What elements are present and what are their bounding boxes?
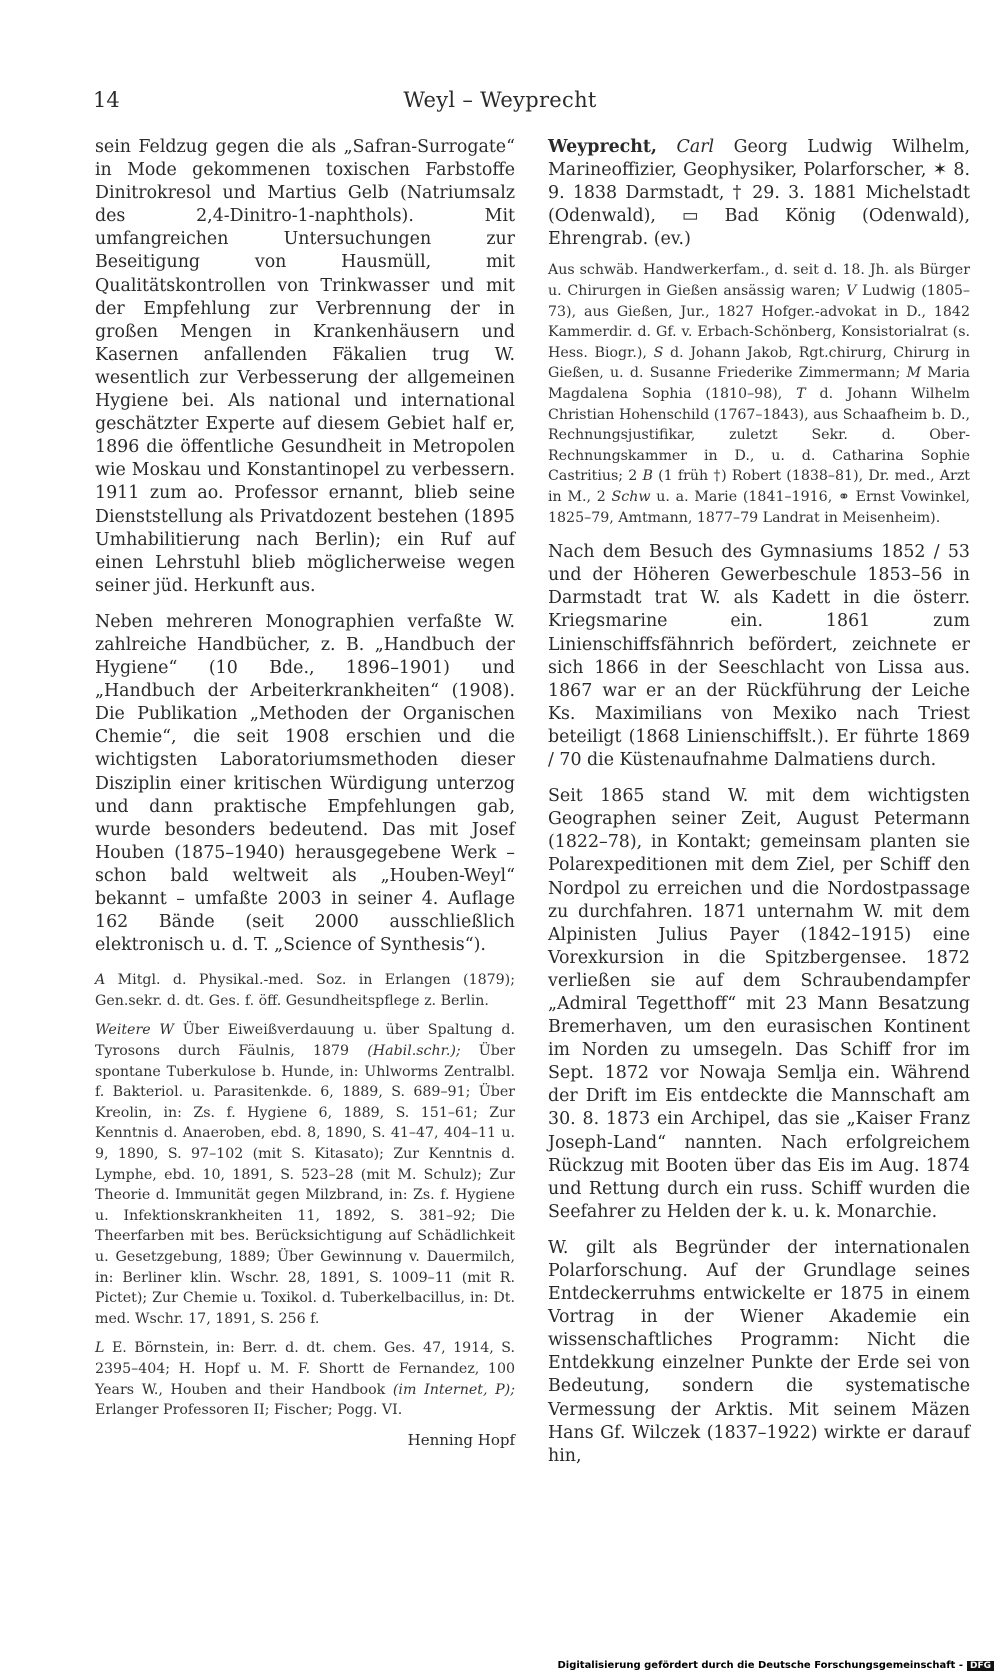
section-mark: A: [95, 972, 106, 989]
note-text: Über Eiweißverdauung u. über Spaltung d. Tyrosons durch Fäulnis, 1879: [95, 1022, 515, 1060]
section-mark: B: [642, 468, 653, 485]
dfg-logo: DFG: [967, 1661, 994, 1671]
body-paragraph: Seit 1865 stand W. mit dem wichtigsten Geographen seiner Zeit, August Petermann (1822–78), in Kontakt; gemeinsam planten sie Polarexpeditionen mit dem Ziel, per Schiff den Nordpol zu erreichen und die Nordostpassage zu durchfahren. 1871 unternahm W. mit dem Alpinisten Julius Payer (1842–1915) eine Vorexkursion in die Spitzbergensee. 1872 verließen sie auf dem Schraubendampfer „Admiral Tegetthoff“ mit 23 Mann Besatzung Bremerhaven, um den eurasischen Kontinent im Norden zu umsegeln. Das Schiff fror im Sept. 1872 vor Nowaja Semlja ein. Während der Drift im Eis entdeckte die Mannschaft am 30. 8. 1873 ein Archipel, das sie „Kaiser Franz Joseph-Land“ nannten. Nach erfolgreichem Rückzug mit Booten über das Eis im Aug. 1874 und Rettung durch ein russ. Schiff wurden die Seefahrer zu Helden der k. u. k. Monarchie.: [548, 786, 970, 1222]
note-text: Maria Magdalena Sophia (1810–98),: [548, 365, 970, 403]
section-mark: Weitere W: [95, 1022, 174, 1039]
section-mark: S: [653, 344, 664, 361]
body-paragraph: Neben mehreren Monographien verfaßte W. zahlreiche Handbücher, z. B. „Handbuch der Hygiene“ (10 Bde., 1896–1901) und „Handbuch der Arbeiterkrankheiten“ (1908). Die Publikation „Methoden der Organischen Chemie“, die seit 1908 erschien und die wichtigsten Laboratoriumsmethoden dieser Disziplin einer kritischen Würdigung unterzog und dann praktische Empfehlungen gab, wurde besonders bedeutend. Das mit Josef Houben (1875–1940) herausgegebene Werk – schon bald weltweit als „Houben-Weyl“ bekannt – umfaßte 2003 in seiner 4. Auflage 162 Bände (seit 2000 ausschließlich elektronisch u. d. T. „Science of Synthesis“).: [95, 611, 515, 956]
section-mark: V: [846, 283, 857, 300]
page-number: 14: [93, 88, 120, 112]
genealogy-note: [548, 260, 970, 528]
section-mark: T: [796, 386, 806, 403]
note-text: d. Johann Wilhelm Christian Hohenschild (1767–1843), aus Schaafheim b. D., Rechnungsjustifikar, zuletzt Sekr. d. Ober-Rechnungskammer in D., u. d. Catharina Sophie Castritius; 2: [548, 386, 970, 485]
running-head: Weyl – Weyprecht: [403, 88, 597, 112]
section-mark: Schw: [611, 489, 651, 505]
note-text: Mitgl. d. Physikal.-med. Soz. in Erlangen (1879); Gen.sekr. d. dt. Ges. f. öff. Gesundheitspflege z. Berlin.: [95, 972, 515, 1009]
section-mark: L: [95, 1340, 105, 1357]
entry-name: Weyprecht,: [548, 137, 657, 157]
note-text: E. Börnstein, in: Berr. d. dt. chem. Ges. 47, 1914, S. 2395–404; H. Hopf u. M. F. Shortt de Fernandez, 100 Years W., Houben and their Handbook: [95, 1340, 515, 1398]
section-mark: M: [906, 365, 921, 382]
body-paragraph: sein Feldzug gegen die als „Safran-Surrogate“ in Mode gekommenen toxischen Farbstoffe Dinitrokresol und Martius Gelb (Natriumsalz des 2,4-Dinitro-1-naphthols). Mit umfangreichen Untersuchungen zur Beseitigung von Hausmüll, mit Qualitätskontrollen von Trinkwasser und mit der Empfehlung zur Verbrennung der in großen Mengen in Krankenhäusern und Kasernen anfallenden Fäkalien trug W. wesentlich zur Verbesserung der allgemeinen Hygiene bei. Als national und international geschätzter Experte auf diesem Gebiet half er, 1896 die öffentliche Gesundheit in Metropolen wie Moskau und Konstantinopel zu verbessern. 1911 zum ao. Professor ernannt, blieb seine Dienststellung als Privatdozent bestehen (1895 Umhabilitierung nach Berlin); ein Ruf auf einen Lehrstuhl blieb möglicherweise wegen seiner jüd. Herkunft aus.: [95, 137, 515, 596]
note-text: Ludwig (1805–73), aus Gießen, Jur., 1827 Hofger.-advokat in D., 1842 Kammerdir. d. Gf. v. Erbach-Schönberg, Konsistorialrat (s. Hess. Biogr.),: [548, 283, 970, 361]
note-text: Erlanger Professoren II; Fischer; Pogg. VI.: [95, 1402, 403, 1419]
affiliations-note: [95, 970, 515, 1011]
entry-heading: [548, 136, 970, 251]
entry-heading-text: Georg Ludwig Wilhelm, Marineoffizier, Geophysiker, Polarforscher, ✶ 8. 9. 1838 Darmstadt, † 29. 3. 1881 Michelstadt (Odenwald), ▭ Bad König (Odenwald), Ehrengrab. (ev.): [548, 137, 970, 250]
body-paragraph: Nach dem Besuch des Gymnasiums 1852 / 53 und der Höheren Gewerbeschule 1853–56 in Darmstadt trat W. als Kadett in die österr. Kriegsmarine ein. 1861 zum Linienschiffsfähnrich befördert, zeichnete er sich 1866 in der Seeschlacht von Lissa aus. 1867 war er an der Rückführung der Leiche Ks. Maximilians von Mexiko nach Triest beteiligt (1868 Linienschiffslt.). Er führte 1869 / 70 die Küstenaufnahme Dalmatiens durch.: [548, 542, 970, 771]
note-text: Aus schwäb. Handwerkerfam., d. seit d. 18. Jh. als Bürger u. Chirurgen in Gießen ansässig waren;: [548, 262, 970, 300]
note-text: Über spontane Tuberkulose b. Hunde, in: Uhlworms Zentralbl. f. Bakteriol. u. Parasitenkde. 6, 1889, S. 689–91; Über Kreolin, in: Zs. f. Hygiene 6, 1889, S. 151–61; Zur Kenntnis d. Anaeroben, ebd. 8, 1890, S. 41–47, 404–11 u. 9, 1890, S. 97–102 (mit S. Kitasato); Zur Kenntnis d. Lymphe, ebd. 10, 1891, S. 523–28 (mit M. Schulz); Zur Theorie d. Immunität gegen Milzbrand, in: Zs. f. Hygiene u. Infektionskrankheiten 11, 1892, S. 381–92; Die Theerfarben mit bes. Berücksichtigung auf Schädlichkeit u. Gesetzgebung, 1889; Über Gewinnung v. Dauermilch, in: Berliner klin. Wschr. 28, 1891, S. 1009–11 (mit R. Pictet); Zur Chemie u. Toxikol. d. Tuberkelbacillus, in: Dt. med. Wschr. 17, 1891, S. 256 f.: [95, 1043, 515, 1327]
note-text: d. Johann Jakob, Rgt.chirurg, Chirurg in Gießen, u. d. Susanne Friederike Zimmermann;: [548, 344, 970, 382]
left-column: [95, 136, 515, 1449]
note-italic: (Habil.schr.);: [367, 1043, 461, 1060]
footer-text: Digitalisierung gefördert durch die Deutsche Forschungsgemeinschaft -: [557, 1660, 963, 1671]
note-text: u. a. Marie (1841–1916, ⚭ Ernst Vowinkel, 1825–79, Amtmann, 1877–79 Landrat in Meisenheim).: [548, 489, 970, 526]
entry-given-name: Carl: [657, 137, 715, 157]
right-column: [548, 136, 970, 1468]
note-italic: (im Internet, P);: [392, 1381, 515, 1398]
body-paragraph: W. gilt als Begründer der internationalen Polarforschung. Auf der Grundlage seines Entdeckerruhms entwickelte er 1875 in einem Vortrag in der Wiener Akademie ein wissenschaftliches Programm: Nicht die Entdekkung einzelner Punkte der Erde sei von Bedeutung, sondern die systematische Vermessung der Arktis. Mit seinem Mäzen Hans Gf. Wilczek (1837–1922) wirkte er darauf hin,: [548, 1237, 970, 1466]
works-note: [95, 1020, 515, 1329]
literature-note: [95, 1338, 515, 1420]
note-text: (1 früh †) Robert (1838–81), Dr. med., Arzt in M., 2: [548, 468, 970, 505]
article-author: Henning Hopf: [407, 1430, 515, 1449]
digitization-footer: [557, 1660, 994, 1671]
